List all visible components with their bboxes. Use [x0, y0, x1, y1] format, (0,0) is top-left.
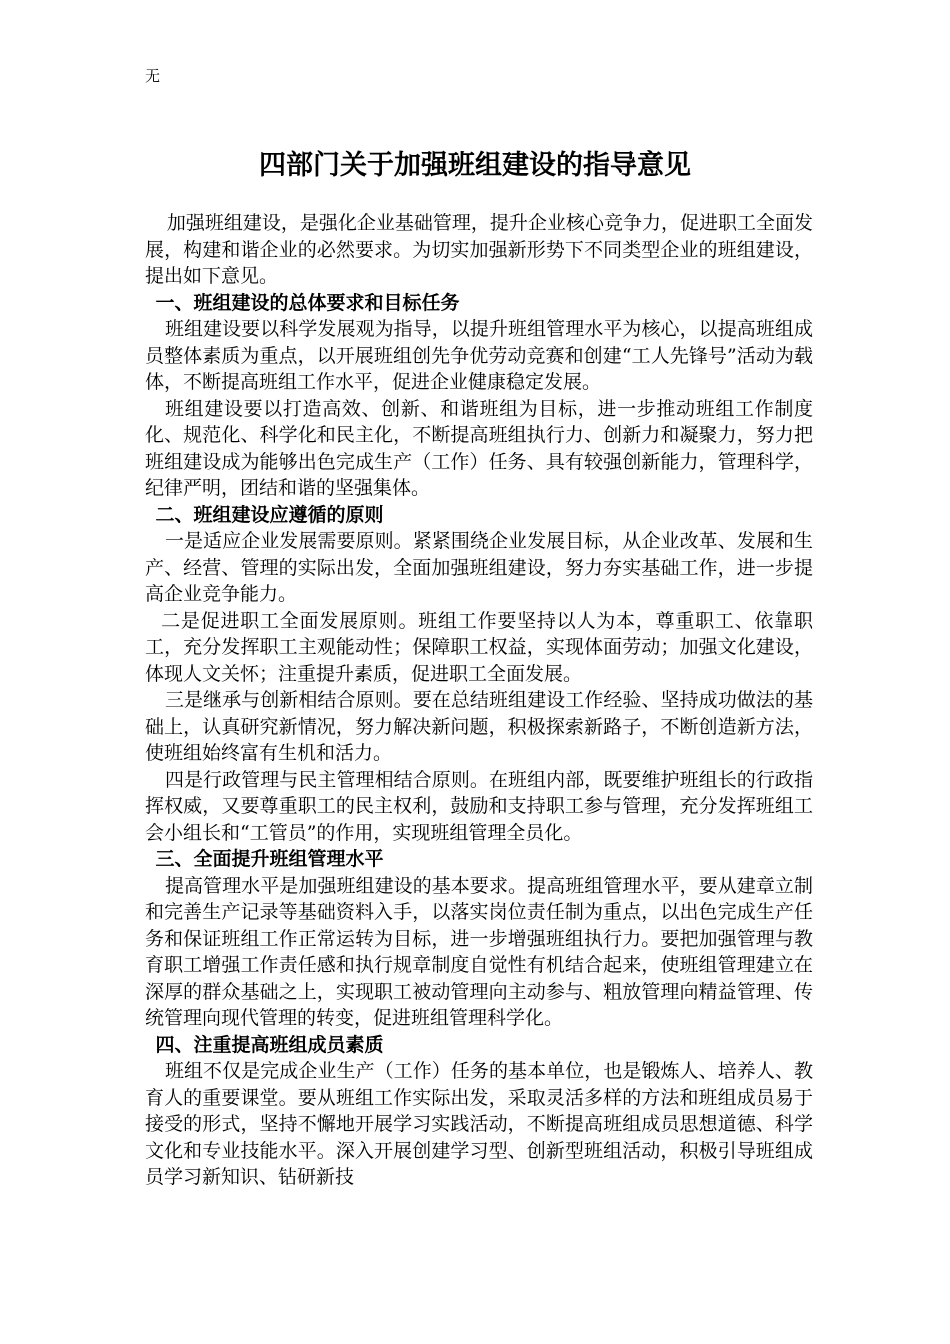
header-mark: 无: [145, 67, 161, 85]
intro-paragraph: 加强班组建设，是强化企业基础管理，提升企业核心竞争力，促进职工全面发展，构建和谐企业的必然要求。为切实加强新形势下不同类型企业的班组建设，提出如下意见。: [145, 212, 813, 287]
section-2-paragraph-2: 二是促进职工全面发展原则。班组工作要坚持以人为本，尊重职工、依靠职工，充分发挥职工主观能动性；保障职工权益，实现体面劳动；加强文化建设，体现人文关怀；注重提升素质，促进职工全面发展。: [145, 609, 813, 685]
section-heading-2: 二、班组建设应遵循的原则: [155, 503, 384, 526]
section-4-paragraph-1: 班组不仅是完成企业生产（工作）任务的基本单位，也是锻炼人、培养人、教育人的重要课堂。要从班组工作实际出发，采取灵活多样的方法和班组成员易于接受的形式，坚持不懈地开展学习实践活动，不断提高班组成员思想道德、科学文化和专业技能水平。深入开展创建学习型、创新型班组活动，积极引导班组成员学习新知识、钻研新技: [145, 1060, 813, 1188]
section-2-paragraph-3: 三是继承与创新相结合原则。要在总结班组建设工作经验、坚持成功做法的基础上，认真研究新情况，努力解决新问题，积极探索新路子，不断创造新方法，使班组始终富有生机和活力。: [145, 689, 813, 764]
section-heading-3: 三、全面提升班组管理水平: [155, 848, 384, 870]
section-2-paragraph-1: 一是适应企业发展需要原则。紧紧围绕企业发展目标，从企业改革、发展和生产、经营、管理的实际出发，全面加强班组建设，努力夯实基础工作，进一步提高企业竞争能力。: [145, 530, 813, 605]
section-1-paragraph-2: 班组建设要以打造高效、创新、和谐班组为目标，进一步推动班组工作制度化、规范化、科学化和民主化，不断提高班组执行力、创新力和凝聚力，努力把班组建设成为能够出色完成生产（工作）任务、具有较强创新能力，管理科学，纪律严明，团结和谐的坚强集体。: [145, 397, 813, 499]
section-3-paragraph-1: 提高管理水平是加强班组建设的基本要求。提高班组管理水平，要从建章立制和完善生产记录等基础资料入手，以落实岗位责任制为重点，以出色完成生产任务和保证班组工作正常运转为目标，进一步增强班组执行力。要把加强管理与教育职工增强工作责任感和执行规章制度自觉性有机结合起来，使班组管理建立在深厚的群众基础之上，实现职工被动管理向主动参与、粗放管理向精益管理、传统管理向现代管理的转变，促进班组管理科学化。: [145, 874, 813, 1029]
section-2-paragraph-4: 四是行政管理与民主管理相结合原则。在班组内部，既要维护班组长的行政指挥权威，又要尊重职工的民主权利，鼓励和支持职工参与管理，充分发挥班组工会小组长和“工管员”的作用，实现班组管理全员化。: [145, 768, 813, 844]
document-body: [145, 210, 813, 1191]
page-title: 四部门关于加强班组建设的指导意见: [259, 150, 691, 181]
section-1-paragraph-1: 班组建设要以科学发展观为指导，以提升班组管理水平为核心，以提高班组成员整体素质为重点，以开展班组创先争优劳动竞赛和创建“工人先锋号”活动为载体，不断提高班组工作水平，促进企业健康稳定发展。: [145, 318, 813, 393]
section-heading-1: 一、班组建设的总体要求和目标任务: [155, 291, 460, 314]
section-heading-4: 四、注重提高班组成员素质: [155, 1033, 384, 1056]
